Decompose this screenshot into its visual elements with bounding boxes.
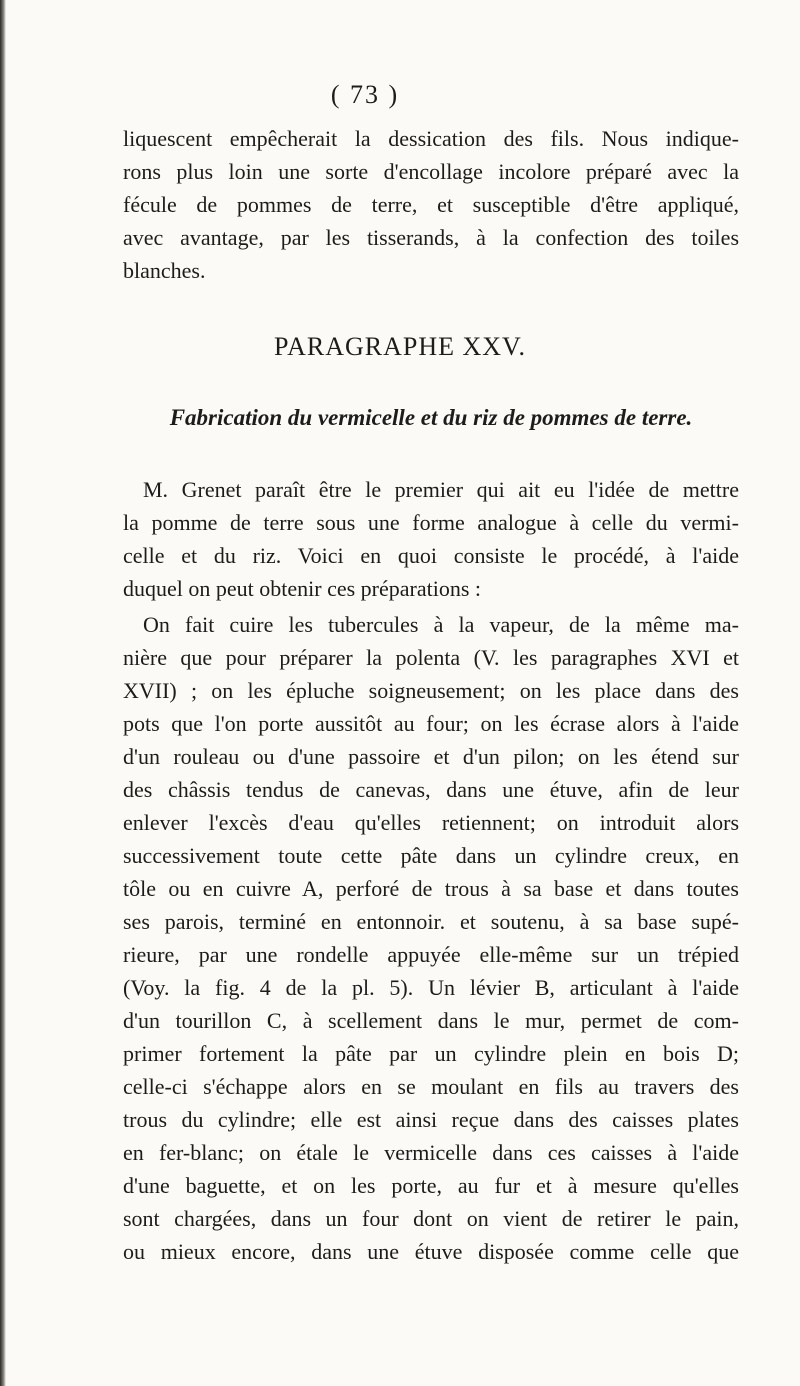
text-line: la pomme de terre sous une forme analogue à celle du vermi- <box>123 510 739 535</box>
text-line: fécule de pommes de terre, et susceptible d'être appliqué, <box>123 192 739 217</box>
intro-paragraph <box>123 122 739 287</box>
section-heading: PARAGRAPHE XXV. <box>274 332 526 361</box>
text-line: XVII) ; on les épluche soigneusement; on les place dans des <box>123 678 739 703</box>
text-line: successivement toute cette pâte dans un cylindre creux, en <box>123 843 739 868</box>
text-line: d'un tourillon C, à scellement dans le mur, permet de com- <box>123 1008 739 1033</box>
text-line: des châssis tendus de canevas, dans une étuve, afin de leur <box>123 777 739 802</box>
text-line: blanches. <box>123 258 206 283</box>
section-subheading: Fabrication du vermicelle et du riz de pommes de terre. <box>169 405 693 430</box>
text-line: nière que pour préparer la polenta (V. les paragraphes XVI et <box>123 645 739 670</box>
text-line: trous du cylindre; elle est ainsi reçue dans des caisses plates <box>123 1107 739 1132</box>
page-binding-edge <box>0 0 6 1386</box>
text-line: On fait cuire les tubercules à la vapeur, de la même ma- <box>143 612 739 637</box>
text-line: d'une baguette, et on les porte, au fur et à mesure qu'elles <box>123 1173 739 1198</box>
text-line: ou mieux encore, dans une étuve disposée comme celle que <box>123 1239 739 1264</box>
text-line: rieure, par une rondelle appuyée elle-même sur un trépied <box>123 942 739 967</box>
page-number: ( 73 ) <box>330 80 400 109</box>
text-line: celle et du riz. Voici en quoi consiste le procédé, à l'aide <box>123 543 739 568</box>
text-line: sont chargées, dans un four dont on vient de retirer le pain, <box>123 1206 739 1231</box>
text-line: rons plus loin une sorte d'encollage incolore préparé avec la <box>123 159 739 184</box>
text-line: pots que l'on porte aussitôt au four; on les écrase alors à l'aide <box>123 711 739 736</box>
text-line: primer fortement la pâte par un cylindre plein en bois D; <box>123 1041 739 1066</box>
text-line: tôle ou en cuivre A, perforé de trous à sa base et dans toutes <box>123 876 739 901</box>
text-line: d'un rouleau ou d'une passoire et d'un pilon; on les étend sur <box>123 744 739 769</box>
paragraph-2 <box>123 608 739 1268</box>
text-line: liquescent empêcherait la dessication des fils. Nous indique- <box>123 126 739 151</box>
text-line: celle-ci s'échappe alors en se moulant en fils au travers des <box>123 1074 739 1099</box>
text-line: M. Grenet paraît être le premier qui ait eu l'idée de mettre <box>143 477 739 502</box>
text-line: enlever l'excès d'eau qu'elles retiennent; on introduit alors <box>123 810 739 835</box>
text-line: duquel on peut obtenir ces préparations : <box>123 576 482 601</box>
text-line: en fer-blanc; on étale le vermicelle dans ces caisses à l'aide <box>123 1140 739 1165</box>
text-line: (Voy. la fig. 4 de la pl. 5). Un lévier B, articulant à l'aide <box>123 975 739 1000</box>
text-line: ses parois, terminé en entonnoir. et soutenu, à sa base supé- <box>123 909 739 934</box>
text-line: avec avantage, par les tisserands, à la confection des toiles <box>123 225 739 250</box>
paragraph-1 <box>123 473 739 605</box>
